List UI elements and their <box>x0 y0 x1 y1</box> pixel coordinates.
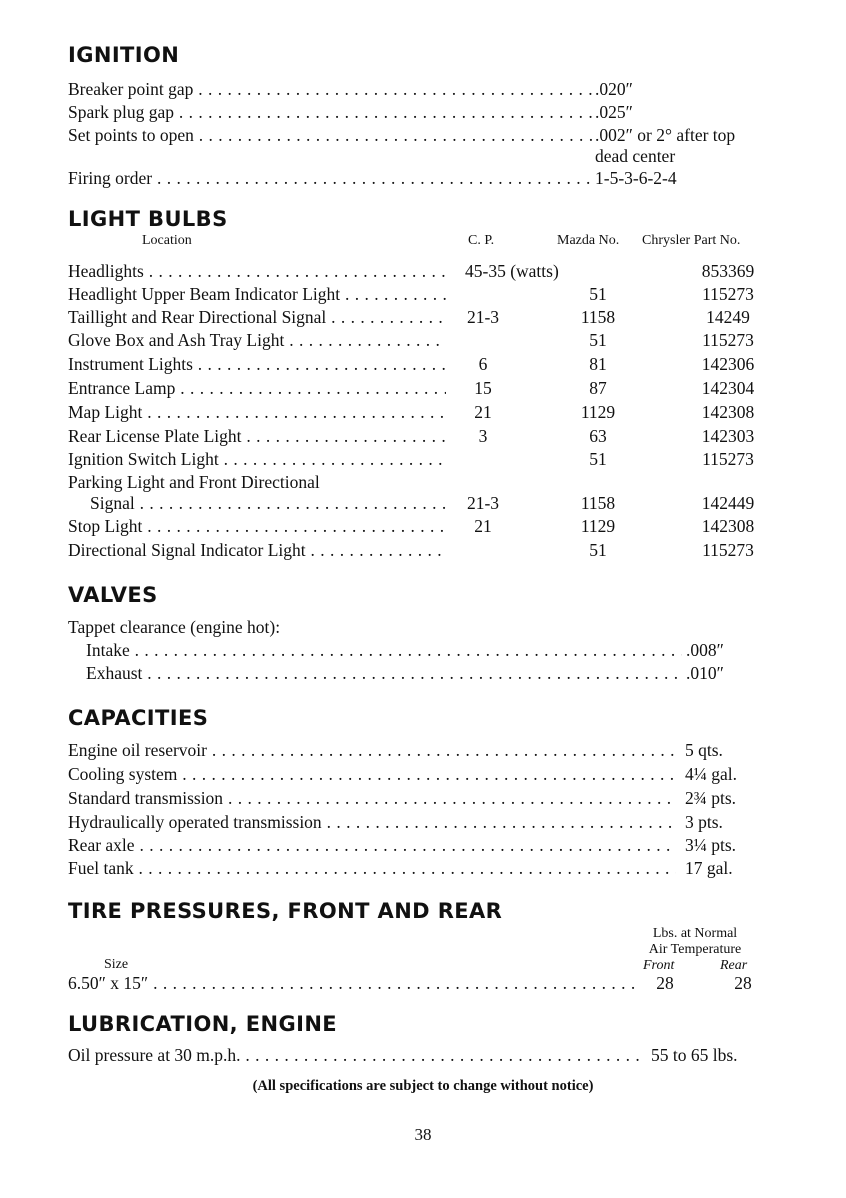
bulb-cp: 3 <box>478 426 488 446</box>
spec-row <box>68 738 776 762</box>
column-header-part: Chrysler Part No. <box>642 233 741 248</box>
tire-rear-pressure: 28 <box>734 973 752 993</box>
bulb-part: 115273 <box>702 330 754 350</box>
table-row <box>68 259 788 283</box>
table-row <box>68 491 788 515</box>
disclaimer-note: (All specifications are subject to change without notice) <box>252 1078 594 1094</box>
table-row <box>68 514 788 538</box>
column-header-cp: C. P. <box>468 233 495 248</box>
table-row <box>68 538 788 562</box>
spec-label: Cooling system . . . <box>68 762 676 786</box>
tire-column-header-line2: Air Temperature <box>648 942 742 957</box>
spec-value: 2¾ pts. <box>685 788 737 808</box>
tire-column-header-line1: Lbs. at Normal <box>652 926 738 941</box>
spec-label: Engine oil reservoir . . . <box>68 738 676 762</box>
bulb-part: 142308 <box>701 516 755 536</box>
bulb-part: 142304 <box>701 378 755 398</box>
table-row <box>68 328 788 352</box>
bulb-mazda: 51 <box>589 540 607 560</box>
bulb-cp: 21-3 <box>466 493 500 513</box>
table-row <box>68 352 788 376</box>
spec-value: .002″ or 2° after top <box>595 125 736 145</box>
tire-row <box>68 971 776 995</box>
tire-pressures-heading: TIRE PRESSURES, FRONT AND REAR <box>68 899 503 923</box>
bulb-mazda: 1129 <box>580 516 616 536</box>
bulb-location: Ignition Switch Light . . . <box>68 447 446 471</box>
tire-size: 6.50″ x 15″ . . . <box>68 971 636 995</box>
bulb-mazda: 1158 <box>580 307 616 327</box>
spec-label: Oil pressure at 30 m.p.h. . . . <box>68 1043 642 1067</box>
lubrication-heading: LUBRICATION, ENGINE <box>68 1012 338 1036</box>
spec-row <box>68 77 776 101</box>
bulb-cp: 6 <box>478 354 488 374</box>
table-row <box>68 305 788 329</box>
spec-value: 1-5-3-6-2-4 <box>595 168 677 188</box>
bulb-location: Headlights . . . <box>68 259 446 283</box>
bulb-location-continued: Signal . . . <box>90 491 446 515</box>
bulb-mazda: 63 <box>589 426 607 446</box>
bulb-location: Taillight and Rear Directional Signal . . . <box>68 305 446 329</box>
bulb-location: Entrance Lamp . . . <box>68 376 446 400</box>
spec-value-continued: dead center <box>595 146 676 166</box>
bulb-mazda: 1129 <box>580 402 616 422</box>
spec-value: .025″ <box>595 102 633 122</box>
bulb-cp: 21 <box>474 516 492 536</box>
bulb-location: Map Light . . . <box>68 400 446 424</box>
bulb-part: 142303 <box>701 426 755 446</box>
bulb-mazda: 51 <box>589 284 607 304</box>
bulb-mazda: 51 <box>589 330 607 350</box>
spec-row-continued <box>68 144 776 168</box>
spec-row <box>68 786 776 810</box>
bulb-part: 142306 <box>701 354 755 374</box>
spec-row <box>68 833 776 857</box>
tire-size-header: Size <box>104 957 129 972</box>
bulb-cp: 21-3 <box>466 307 500 327</box>
tire-front-pressure: 28 <box>656 973 674 993</box>
spec-label: Fuel tank . . . <box>68 856 676 880</box>
spec-row <box>68 100 776 124</box>
spec-label: Spark plug gap . . . <box>68 100 592 124</box>
spec-label: Standard transmission . . . <box>68 786 676 810</box>
bulb-location: Glove Box and Ash Tray Light . . . <box>68 328 446 352</box>
spec-value: .010″ <box>686 663 724 683</box>
valves-heading: VALVES <box>68 583 158 607</box>
spec-row <box>68 166 776 190</box>
page-number: 38 <box>414 1125 432 1144</box>
bulb-cp: 45-35 (watts) <box>465 261 559 281</box>
spec-label: Set points to open . . . <box>68 123 592 147</box>
table-row <box>68 447 788 471</box>
bulb-mazda: 87 <box>589 378 607 398</box>
spec-row <box>68 762 776 786</box>
column-header-mazda: Mazda No. <box>557 233 620 248</box>
capacities-heading: CAPACITIES <box>68 706 209 730</box>
spec-label: Rear axle . . . <box>68 833 676 857</box>
bulb-mazda: 81 <box>589 354 607 374</box>
spec-value: .008″ <box>686 640 724 660</box>
spec-value: 4¼ gal. <box>685 764 738 784</box>
table-row <box>68 282 788 306</box>
bulb-location: Directional Signal Indicator Light . . . <box>68 538 446 562</box>
table-row <box>68 424 788 448</box>
tire-front-header: Front <box>643 958 675 973</box>
bulb-mazda: 1158 <box>580 493 616 513</box>
table-row <box>68 376 788 400</box>
bulb-part: 115273 <box>702 540 754 560</box>
spec-label: Exhaust . . . <box>86 661 682 685</box>
light-bulbs-heading: LIGHT BULBS <box>68 207 228 231</box>
spec-value: 5 qts. <box>685 740 723 760</box>
bulb-location: Rear License Plate Light . . . <box>68 424 446 448</box>
spec-value: 55 to 65 lbs. <box>651 1045 738 1065</box>
valves-intro <box>68 615 776 639</box>
spec-label: Firing order . . . <box>68 166 592 190</box>
bulb-part: 142308 <box>701 402 755 422</box>
spec-value: 17 gal. <box>685 858 733 878</box>
bulb-part: 14249 <box>706 307 750 327</box>
bulb-location: Instrument Lights . . . <box>68 352 446 376</box>
bulb-mazda: 51 <box>589 449 607 469</box>
bulb-part: 115273 <box>702 284 754 304</box>
bulb-part: 115273 <box>702 449 754 469</box>
column-header-location: Location <box>142 233 192 248</box>
spec-label: Breaker point gap . . . <box>68 77 592 101</box>
spec-value: 3 pts. <box>685 812 723 832</box>
spec-label: Hydraulically operated transmission . . . <box>68 810 676 834</box>
valves-intro-text: Tappet clearance (engine hot): <box>68 617 281 637</box>
bulb-part: 142449 <box>701 493 755 513</box>
spec-label: Intake . . . <box>86 638 682 662</box>
bulb-cp: 21 <box>474 402 492 422</box>
bulb-cp: 15 <box>474 378 492 398</box>
bulb-location: Headlight Upper Beam Indicator Light . . . <box>68 282 446 306</box>
spec-value: 3¼ pts. <box>685 835 737 855</box>
table-row <box>68 400 788 424</box>
spec-row <box>68 856 776 880</box>
bulb-location: Stop Light . . . <box>68 514 446 538</box>
spec-row <box>68 1043 776 1067</box>
bulb-location: Parking Light and Front Directional <box>68 472 320 492</box>
spec-row <box>68 638 776 662</box>
ignition-heading: IGNITION <box>68 43 180 67</box>
spec-row <box>68 661 776 685</box>
spec-value: .020″ <box>595 79 633 99</box>
tire-rear-header: Rear <box>720 958 748 973</box>
spec-row <box>68 810 776 834</box>
bulb-part: 853369 <box>701 261 755 281</box>
